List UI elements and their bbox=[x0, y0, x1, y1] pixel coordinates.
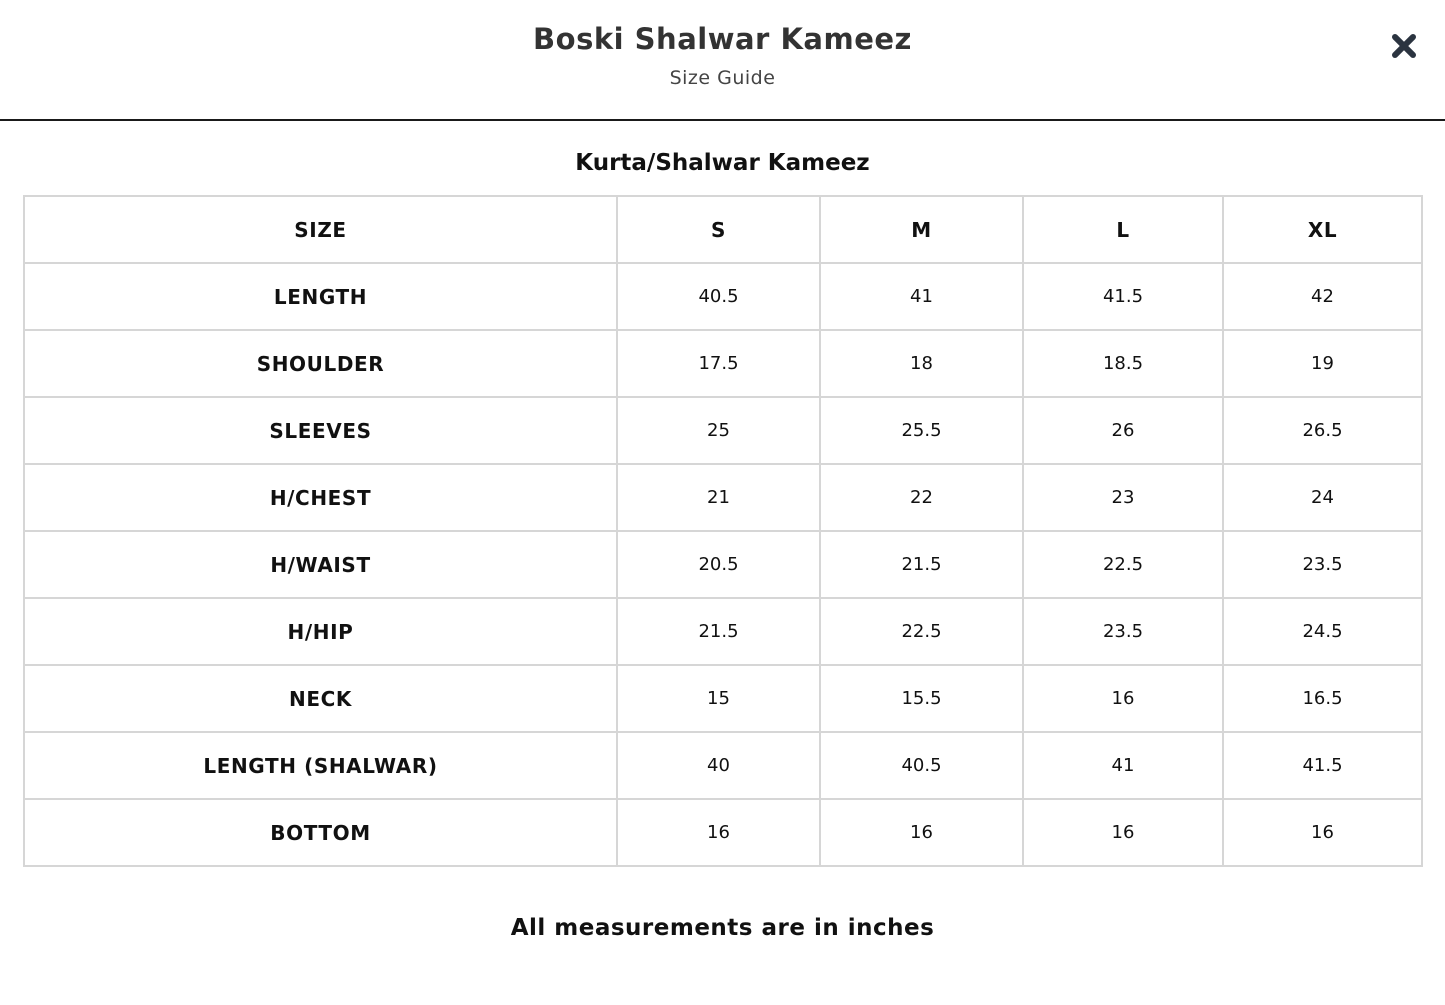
table-cell: 21.5 bbox=[820, 531, 1023, 598]
row-label: BOTTOM bbox=[24, 799, 617, 866]
table-cell: 41.5 bbox=[1023, 263, 1223, 330]
table-cell: 16 bbox=[820, 799, 1023, 866]
table-cell: 16 bbox=[1023, 665, 1223, 732]
column-header-size: SIZE bbox=[24, 196, 617, 263]
table-cell: 42 bbox=[1223, 263, 1422, 330]
table-cell: 26 bbox=[1023, 397, 1223, 464]
size-guide-subtitle: Size Guide bbox=[669, 67, 776, 89]
table-cell: 41.5 bbox=[1223, 732, 1422, 799]
table-cell: 21.5 bbox=[617, 598, 820, 665]
table-cell: 25.5 bbox=[820, 397, 1023, 464]
row-label: SHOULDER bbox=[24, 330, 617, 397]
table-cell: 16 bbox=[617, 799, 820, 866]
table-cell: 15 bbox=[617, 665, 820, 732]
modal-header bbox=[0, 0, 1445, 121]
row-label: H/HIP bbox=[24, 598, 617, 665]
table-cell: 18.5 bbox=[1023, 330, 1223, 397]
table-cell: 22.5 bbox=[820, 598, 1023, 665]
column-header-m: M bbox=[820, 196, 1023, 263]
measurement-note: All measurements are in inches bbox=[510, 915, 935, 941]
table-cell: 41 bbox=[1023, 732, 1223, 799]
table-cell: 23.5 bbox=[1023, 598, 1223, 665]
table-cell: 22.5 bbox=[1023, 531, 1223, 598]
table-row bbox=[24, 799, 1422, 866]
table-cell: 24.5 bbox=[1223, 598, 1422, 665]
table-cell: 16.5 bbox=[1223, 665, 1422, 732]
table-cell: 22 bbox=[820, 464, 1023, 531]
table-cell: 20.5 bbox=[617, 531, 820, 598]
table-row bbox=[24, 598, 1422, 665]
row-label: LENGTH (SHALWAR) bbox=[24, 732, 617, 799]
table-row bbox=[24, 732, 1422, 799]
table-row bbox=[24, 397, 1422, 464]
column-header-l: L bbox=[1023, 196, 1223, 263]
table-cell: 23.5 bbox=[1223, 531, 1422, 598]
row-label: LENGTH bbox=[24, 263, 617, 330]
table-cell: 40.5 bbox=[820, 732, 1023, 799]
table-row bbox=[24, 531, 1422, 598]
column-header-s: S bbox=[617, 196, 820, 263]
table-cell: 23 bbox=[1023, 464, 1223, 531]
table-cell: 24 bbox=[1223, 464, 1422, 531]
row-label: NECK bbox=[24, 665, 617, 732]
size-chart-table bbox=[23, 195, 1423, 867]
table-cell: 41 bbox=[820, 263, 1023, 330]
table-row bbox=[24, 330, 1422, 397]
row-label: H/CHEST bbox=[24, 464, 617, 531]
close-icon bbox=[1384, 26, 1424, 66]
table-title: Kurta/Shalwar Kameez bbox=[575, 150, 870, 176]
table-row bbox=[24, 263, 1422, 330]
table-cell: 25 bbox=[617, 397, 820, 464]
table-cell: 40.5 bbox=[617, 263, 820, 330]
table-cell: 15.5 bbox=[820, 665, 1023, 732]
table-cell: 16 bbox=[1223, 799, 1422, 866]
column-header-xl: XL bbox=[1223, 196, 1422, 263]
table-header-row bbox=[24, 196, 1422, 263]
table-cell: 17.5 bbox=[617, 330, 820, 397]
table-row bbox=[24, 464, 1422, 531]
row-label: SLEEVES bbox=[24, 397, 617, 464]
table-cell: 16 bbox=[1023, 799, 1223, 866]
table-cell: 26.5 bbox=[1223, 397, 1422, 464]
close-button[interactable] bbox=[1384, 26, 1424, 66]
table-cell: 19 bbox=[1223, 330, 1422, 397]
row-label: H/WAIST bbox=[24, 531, 617, 598]
table-cell: 18 bbox=[820, 330, 1023, 397]
table-cell: 21 bbox=[617, 464, 820, 531]
table-cell: 40 bbox=[617, 732, 820, 799]
product-title: Boski Shalwar Kameez bbox=[533, 22, 912, 56]
table-row bbox=[24, 665, 1422, 732]
